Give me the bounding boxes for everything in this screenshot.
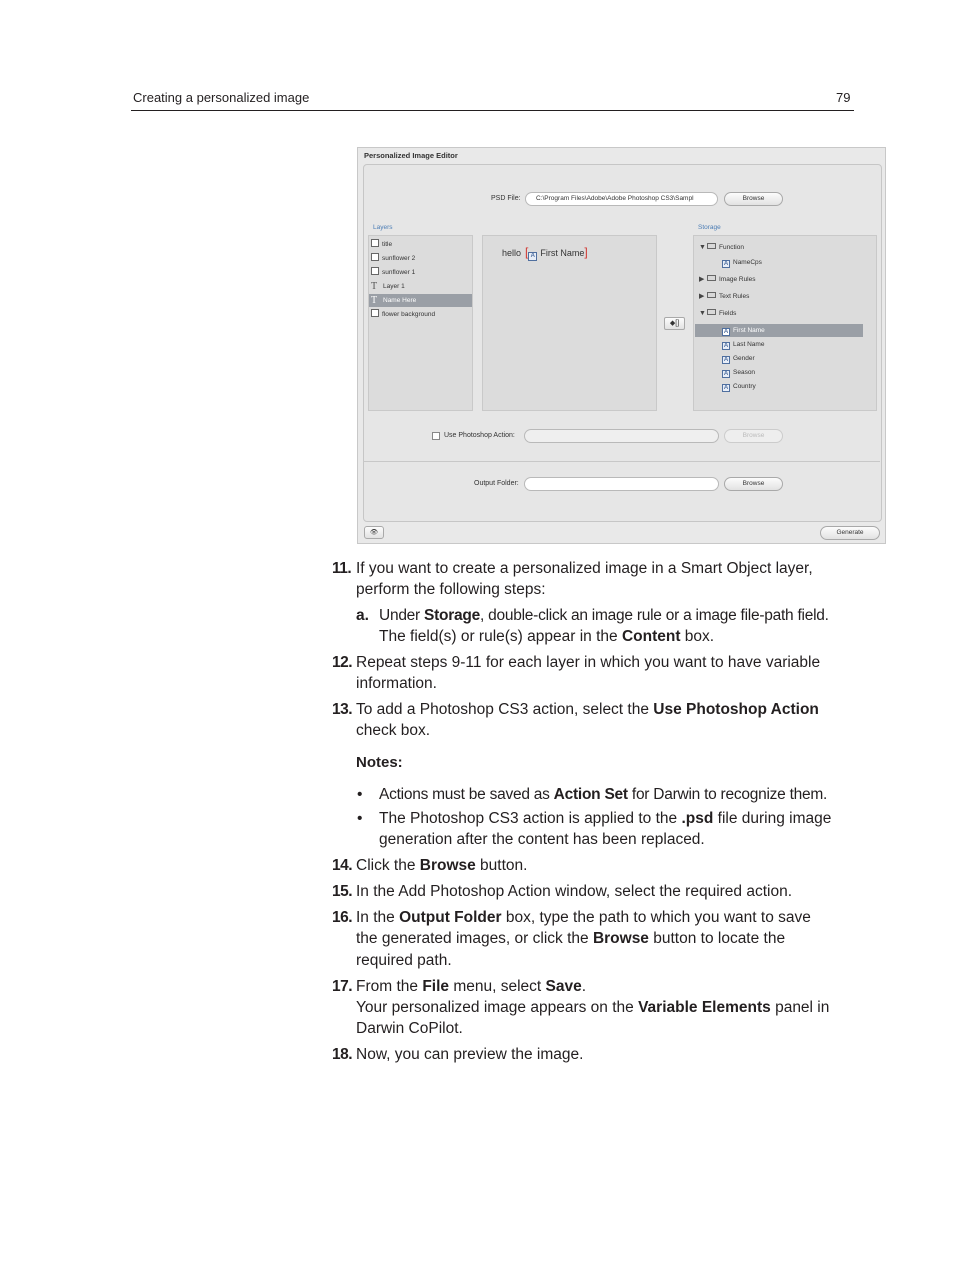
substep-a-text: Under Storage, double-click an image rule or a image file-path field.: [379, 607, 829, 624]
layer-label: sunflower 2: [382, 255, 416, 262]
substep-a-text-cont: The field(s) or rule(s) appear in the Content box.: [379, 628, 715, 645]
preview-eye-icon[interactable]: 👁: [364, 526, 384, 539]
storage-item-function[interactable]: [699, 241, 744, 254]
image-layer-icon: [371, 309, 379, 317]
field-icon: A: [723, 329, 729, 335]
text-layer-icon: T: [371, 281, 378, 292]
layer-item[interactable]: [371, 280, 471, 293]
expanded-triangle-icon: ▼: [699, 244, 706, 251]
editor-screenshot: [357, 147, 886, 544]
step-16-text-cont: the generated images, or click the Browse button to locate the: [356, 930, 786, 947]
folder-icon: [707, 309, 716, 315]
storage-item-last-name[interactable]: [722, 338, 764, 351]
layer-item-selected[interactable]: [369, 294, 472, 307]
content-field-name: First Name: [540, 248, 585, 258]
header-rule: [131, 110, 854, 111]
content-field-token: [ A First Name]: [525, 245, 588, 259]
layer-label: sunflower 1: [382, 269, 416, 276]
psd-file-path: C:\Program Files\Adobe\Adobe Photoshop CS3\Sampl: [536, 195, 694, 202]
layer-item[interactable]: [371, 252, 471, 265]
folder-icon: [707, 292, 716, 298]
layer-label: flower background: [382, 311, 436, 318]
layer-label: Name Here: [383, 297, 417, 304]
collapsed-triangle-icon: ▶: [699, 293, 705, 300]
substep-letter: a.: [356, 607, 369, 624]
step-number: 14.: [332, 857, 353, 874]
section-divider: [363, 461, 880, 462]
image-layer-icon: [371, 239, 379, 247]
psd-file-label: PSD File:: [491, 195, 521, 202]
field-icon: A: [723, 343, 729, 349]
use-action-label: Use Photoshop Action:: [444, 432, 515, 439]
layer-label: Layer 1: [383, 283, 405, 290]
bullet-dot: •: [357, 810, 363, 827]
storage-item-label: Image Rules: [719, 276, 756, 283]
field-icon: A: [528, 252, 537, 261]
step-15-text: In the Add Photoshop Action window, select the required action.: [356, 883, 793, 900]
step-14-text: Click the Browse button.: [356, 857, 528, 874]
running-header-title: Creating a personalized image: [133, 90, 310, 105]
storage-item-label: Country: [733, 383, 756, 390]
step-12-text: Repeat steps 9-11 for each layer in which you want to have variable: [356, 654, 821, 671]
content-panel[interactable]: [482, 235, 657, 411]
storage-item-label: Text Rules: [719, 293, 750, 300]
step-16-text-cont2: required path.: [356, 952, 452, 969]
step-number: 15.: [332, 883, 353, 900]
output-browse-button[interactable]: Browse: [724, 477, 783, 491]
step-17-text: From the File menu, select Save.: [356, 978, 587, 995]
action-browse-button[interactable]: Browse: [724, 429, 783, 443]
step-13-text-cont: check box.: [356, 722, 431, 739]
image-layer-icon: [371, 267, 379, 275]
field-icon: A: [723, 261, 729, 267]
step-number: 16.: [332, 909, 353, 926]
step-number: 13.: [332, 701, 353, 718]
note-1-text: Actions must be saved as Action Set for Darwin to recognize them.: [379, 786, 828, 803]
content-hello: hello: [502, 248, 522, 258]
step-17-text-cont: Your personalized image appears on the Variable Elements panel in: [356, 999, 830, 1016]
storage-item-label: Season: [733, 369, 756, 376]
storage-item-label: Function: [719, 244, 744, 251]
step-11-text-cont: perform the following steps:: [356, 581, 546, 598]
text-layer-icon: T: [371, 295, 378, 306]
expanded-triangle-icon: ▼: [699, 310, 706, 317]
step-number: 12.: [332, 654, 353, 671]
storage-panel: [693, 235, 877, 411]
storage-item-label: Gender: [733, 355, 755, 362]
layers-panel: [368, 235, 473, 411]
step-16-text: In the Output Folder box, type the path to which you want to save: [356, 909, 811, 926]
field-icon: A: [723, 357, 729, 363]
window-title: Personalized Image Editor: [364, 151, 458, 160]
collapsed-triangle-icon: ▶: [699, 276, 705, 283]
step-12-text-cont: information.: [356, 675, 437, 692]
step-18-text: Now, you can preview the image.: [356, 1046, 584, 1063]
storage-item-label: Fields: [719, 310, 737, 317]
note-2-text-cont: generation after the content has been replaced.: [379, 831, 705, 848]
image-layer-icon: [371, 253, 379, 261]
psd-browse-button[interactable]: Browse: [724, 192, 783, 206]
insert-field-button[interactable]: ◆[]: [664, 317, 685, 330]
action-path-field[interactable]: [524, 429, 719, 443]
storage-item-season[interactable]: [722, 366, 755, 379]
storage-item-label: First Name: [733, 327, 765, 334]
use-action-checkbox[interactable]: [432, 432, 440, 440]
step-11-text: If you want to create a personalized image in a Smart Object layer,: [356, 560, 813, 577]
layers-label: Layers: [373, 224, 393, 231]
notes-heading: Notes:: [356, 754, 403, 771]
generate-button[interactable]: Generate: [820, 526, 880, 540]
storage-item-gender[interactable]: [722, 352, 755, 365]
storage-item-first-name-selected[interactable]: [695, 324, 863, 337]
storage-item-text-rules[interactable]: [699, 290, 749, 303]
bullet-dot: •: [357, 786, 363, 803]
layer-label: title: [382, 241, 393, 248]
output-folder-label: Output Folder:: [474, 480, 519, 487]
layer-item[interactable]: [371, 266, 471, 279]
storage-item-image-rules[interactable]: [699, 273, 756, 286]
step-number: 18.: [332, 1046, 353, 1063]
field-icon: A: [723, 385, 729, 391]
step-number: 17.: [332, 978, 353, 995]
storage-label: Storage: [698, 224, 721, 231]
page-number: 79: [836, 90, 851, 105]
field-icon: A: [723, 371, 729, 377]
step-17-text-cont2: Darwin CoPilot.: [356, 1020, 463, 1037]
storage-item-label: NameCps: [733, 259, 762, 266]
layer-item[interactable]: [371, 238, 471, 251]
layer-item[interactable]: [371, 308, 471, 321]
storage-item-label: Last Name: [733, 341, 765, 348]
step-number: 11.: [332, 560, 352, 577]
storage-item-fields[interactable]: [699, 307, 736, 320]
psd-file-field[interactable]: [525, 192, 718, 206]
storage-item-country[interactable]: [722, 380, 756, 393]
output-folder-field[interactable]: [524, 477, 719, 491]
folder-icon: [707, 275, 716, 281]
note-2-text: The Photoshop CS3 action is applied to the .psd file during image: [379, 810, 832, 827]
folder-icon: [707, 243, 716, 249]
step-13-text: To add a Photoshop CS3 action, select the Use Photoshop Action: [356, 701, 819, 718]
storage-item-namecps[interactable]: [722, 256, 762, 269]
